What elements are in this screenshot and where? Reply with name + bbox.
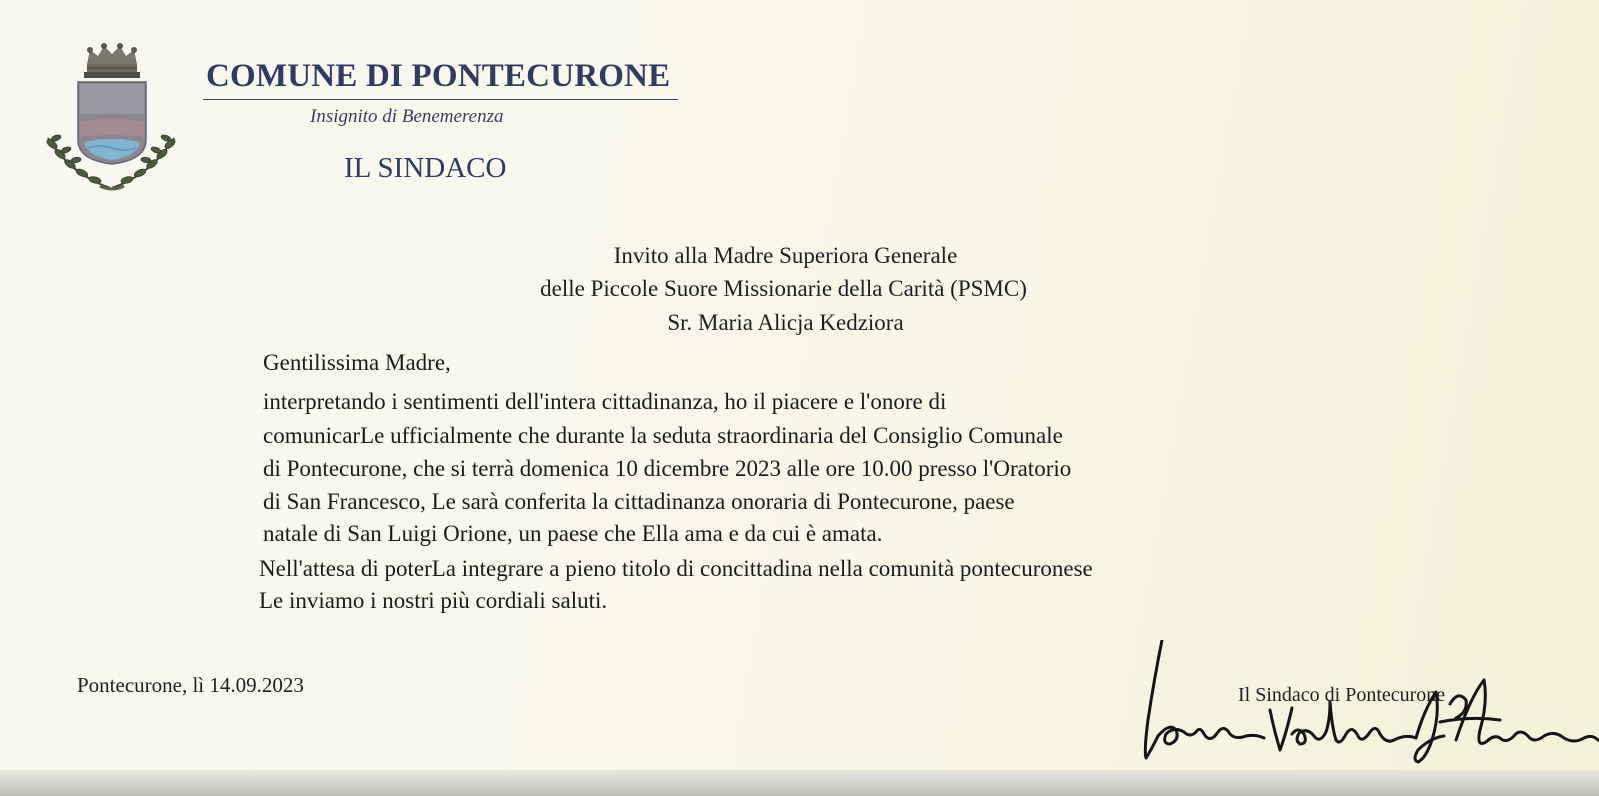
letter-line: di San Francesco, Le sarà conferita la cittadinanza onoraria di Pontecurone, paese — [263, 489, 1015, 514]
addressee-line: Invito alla Madre Superiora Generale — [613, 243, 958, 268]
letter-line: comunicarLe ufficialmente che durante la seduta straordinaria del Consiglio Comunale — [263, 423, 1063, 448]
addressee-line: delle Piccole Suore Missionarie della Carità (PSMC) — [540, 276, 1027, 301]
letter-line: interpretando i sentimenti dell'intera cittadinanza, ho il piacere e l'onore di — [263, 389, 947, 414]
letter-line: Gentilissima Madre, — [263, 350, 451, 375]
page-bottom-edge — [0, 770, 1599, 796]
letter-line: Nell'attesa di poterLa integrare a pieno titolo di concittadina nella comunità pontecuronese — [259, 556, 1093, 581]
municipality-title: COMUNE DI PONTECURONE — [206, 58, 671, 94]
coat-of-arms-icon — [40, 42, 182, 198]
crown-icon — [84, 43, 140, 78]
letter-line: natale di San Luigi Orione, un paese che Ella ama e da cui è amata. — [263, 521, 883, 546]
signature-icon — [1140, 640, 1599, 790]
letter-line: Le inviamo i nostri più cordiali saluti. — [259, 588, 608, 613]
letter-line: di Pontecurone, che si terrà domenica 10 dicembre 2023 alle ore 10.00 presso l'Oratorio — [263, 456, 1072, 481]
mayor-heading: IL SINDACO — [344, 152, 507, 184]
place-and-date: Pontecurone, lì 14.09.2023 — [77, 673, 304, 697]
addressee-line: Sr. Maria Alicja Kedziora — [667, 310, 904, 335]
signatory-title: Il Sindaco di Pontecurone — [1238, 684, 1446, 706]
header-divider — [203, 99, 678, 100]
municipality-subtitle: Insignito di Benemerenza — [310, 106, 504, 127]
shield-icon — [78, 82, 146, 164]
